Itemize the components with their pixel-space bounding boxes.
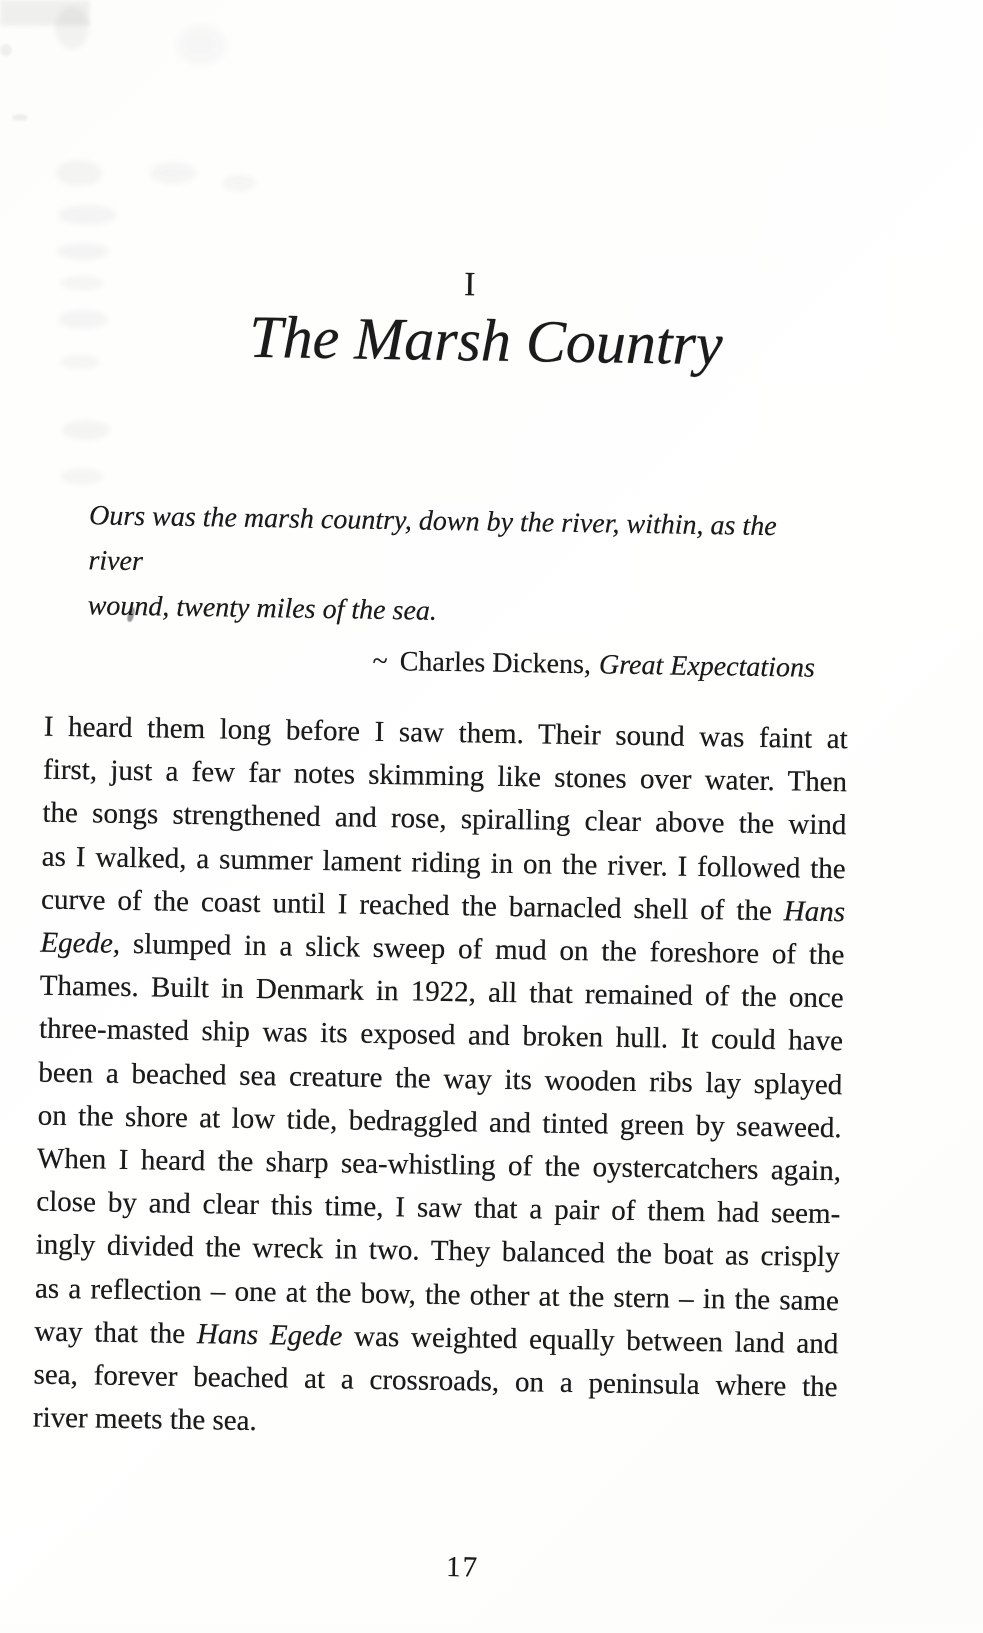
body-text-line: as I walked, a summer lament riding in on the river. I followed the bbox=[41, 840, 846, 885]
attribution-tilde: ~ bbox=[372, 645, 388, 678]
body-text-line: When I heard the sharp sea-whistling of the oystercatchers again, bbox=[36, 1142, 842, 1188]
attribution-author: Charles Dickens, bbox=[399, 646, 592, 681]
body-text-line: curve of the coast until I reached the barnacled shell of the Hans bbox=[40, 883, 846, 929]
epigraph-attribution bbox=[87, 634, 816, 690]
page-number: 17 bbox=[445, 1551, 480, 1584]
chapter-title: The Marsh Country bbox=[248, 303, 724, 378]
attribution-work: Great Expectations bbox=[598, 649, 816, 684]
chapter-number: I bbox=[463, 266, 478, 304]
body-text-line: Thames. Built in Denmark in 1922, all that remained of the once bbox=[39, 969, 844, 1015]
body-text-line: sea, forever beached at a crossroads, on a peninsula where the bbox=[33, 1358, 838, 1404]
body-text-line: three-masted ship was its exposed and broken hull. It could have bbox=[38, 1013, 844, 1058]
epigraph-lines bbox=[87, 493, 817, 639]
body-text-line: I heard them long before I saw them. Their sound was faint at bbox=[43, 710, 848, 756]
epigraph bbox=[87, 493, 818, 690]
body-text-line: ingly divided the wreck in two. They balanced the boat as crisply bbox=[35, 1228, 840, 1274]
body-text-line: first, just a few far notes skimming like stones over water. Then bbox=[42, 753, 848, 799]
body-text-line: Egede, slumped in a slick sweep of mud on the foreshore of the bbox=[40, 926, 845, 972]
body-text-line: way that the Hans Egede was weighted equally between land and bbox=[34, 1315, 839, 1361]
body-text-line: river meets the sea. bbox=[32, 1401, 258, 1438]
body-text-line: the songs strengthened and rose, spiralling clear above the wind bbox=[42, 797, 847, 842]
body-text-line: been a beached sea creature the way its wooden ribs lay splayed bbox=[38, 1056, 843, 1101]
epigraph-line: wound, twenty miles of the sea. bbox=[87, 590, 438, 627]
body-text bbox=[33, 706, 848, 1453]
epigraph-line: Ours was the marsh country, down by the river, within, as the river bbox=[88, 500, 777, 578]
body-text-line: close by and clear this time, I saw that a pair of them had seem- bbox=[36, 1185, 841, 1231]
body-text-line: on the shore at low tide, bedraggled and tinted green by seaweed. bbox=[37, 1099, 842, 1145]
body-text-line: as a reflection – one at the bow, the other at the stern – in the same bbox=[34, 1272, 840, 1317]
